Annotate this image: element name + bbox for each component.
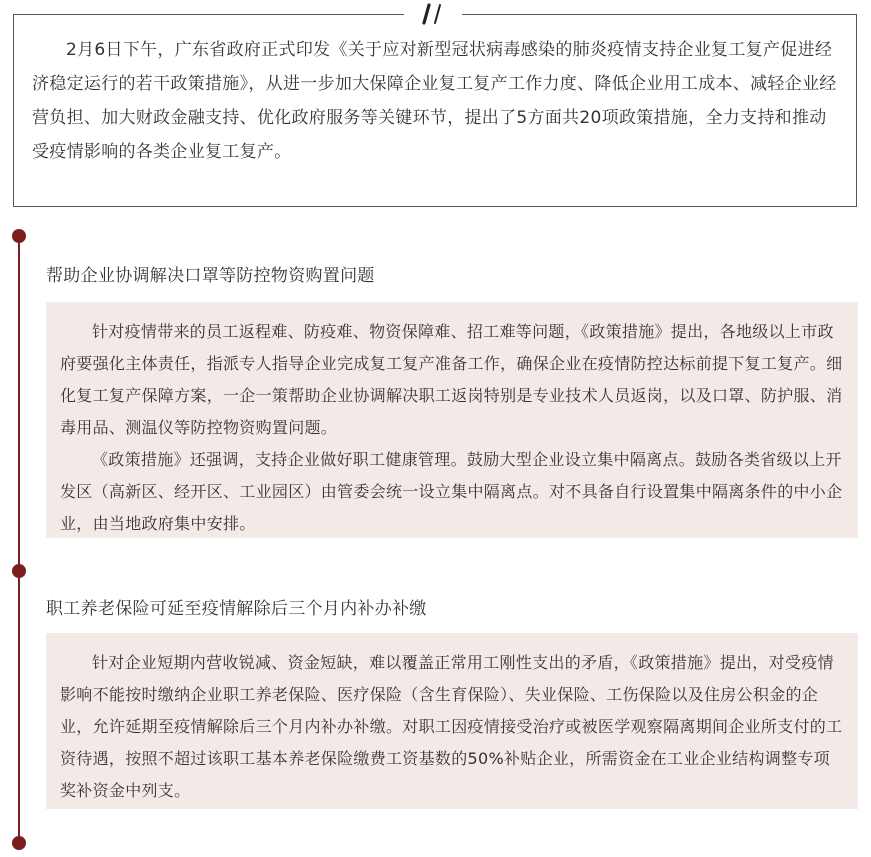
timeline-dot-icon <box>12 564 26 578</box>
section-panel <box>46 302 858 538</box>
section-paragraph: 针对疫情带来的员工返程难、防疫难、物资保障难、招工难等问题，《政策措施》提出，各地级以上市政府要强化主体责任，指派专人指导企业完成复工复产准备工作，确保企业在疫情防控达标前提下复工复产。细化复工复产保障方案，一企一策帮助企业协调解决职工返岗特别是专业技术人员返岗，以及口罩、防护服、消毒用品、测温仪等防控物资购置问题。 <box>60 322 843 437</box>
section-heading: 帮助企业协调解决口罩等防控物资购置问题 <box>46 266 375 286</box>
quote-mark-icon <box>404 2 462 26</box>
section-paragraph: 《政策措施》还强调，支持企业做好职工健康管理。鼓励大型企业设立集中隔离点。鼓励各类省级以上开发区（高新区、经开区、工业园区）由管委会统一设立集中隔离点。对不具备自行设置集中隔离条件的中小企业，由当地政府集中安排。 <box>60 450 843 533</box>
section-heading: 职工养老保险可延至疫情解除后三个月内补办补缴 <box>46 599 427 619</box>
section-paragraph: 针对企业短期内营收锐减、资金短缺，难以覆盖正常用工刚性支出的矛盾，《政策措施》提出，对受疫情影响不能按时缴纳企业职工养老保险、医疗保险（含生育保险）、失业保险、工伤保险以及住房公积金的企业，允许延期至疫情解除后三个月内补办补缴。对职工因疫情接受治疗或被医学观察隔离期间企业所支付的工资待遇，按照不超过该职工基本养老保险缴费工资基数的50%补贴企业，所需资金在工业企业结构调整专项奖补资金中列支。 <box>60 653 843 800</box>
timeline-dot-icon <box>12 836 26 850</box>
intro-box <box>13 14 857 207</box>
timeline-line <box>18 236 20 850</box>
timeline-dot-icon <box>12 229 26 243</box>
intro-text: 2月6日下午，广东省政府正式印发《关于应对新型冠状病毒感染的肺炎疫情支持企业复工复产促进经济稳定运行的若干政策措施》，从进一步加大保障企业复工复产工作力度、降低企业用工成本、减轻企业经营负担、加大财政金融支持、优化政府服务等关键环节，提出了5方面共20项政策措施，全力支持和推动受疫情影响的各类企业复工复产。 <box>32 40 837 162</box>
section-panel <box>46 633 858 809</box>
